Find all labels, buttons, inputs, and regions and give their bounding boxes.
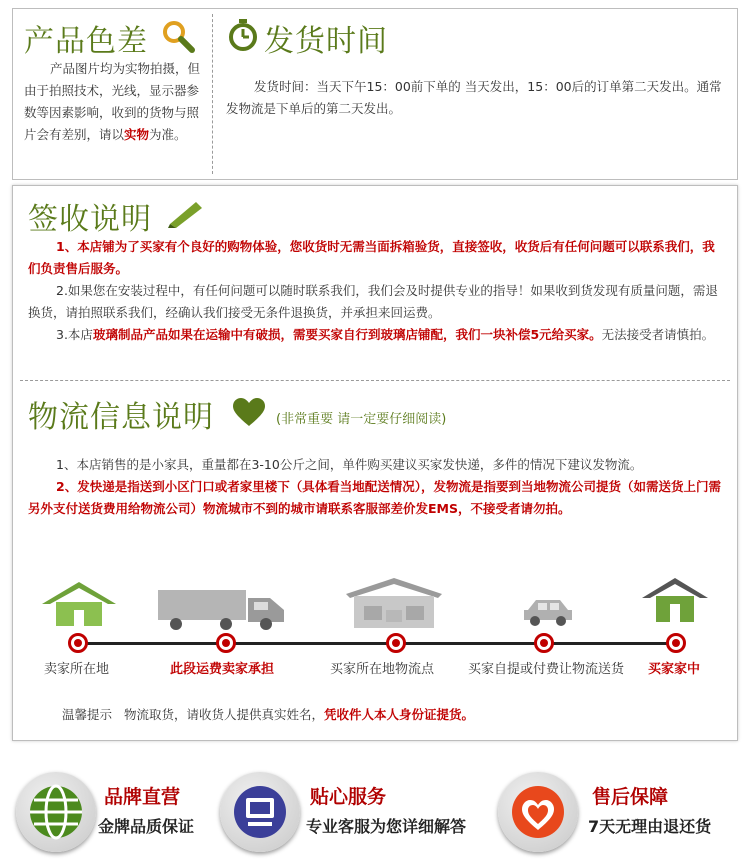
heart-icon	[232, 398, 266, 432]
warehouse-icon	[346, 578, 442, 632]
logistics-note: (非常重要 请一定要仔细阅读)	[276, 412, 447, 427]
flow-dot-3	[386, 633, 406, 653]
divider	[212, 14, 213, 174]
service-title-1: 品牌直营	[104, 786, 181, 808]
flow-dot-2	[216, 633, 236, 653]
heart-badge-icon	[498, 772, 578, 852]
stage-label-1: 卖家所在地	[44, 662, 110, 677]
flow-dot-4	[534, 633, 554, 653]
flow-line	[78, 642, 678, 645]
receipt-item-3: 3.本店玻璃制品产品如果在运输中有破损，需要买家自行到玻璃店铺配，我们一块补偿5元给买家。无法接受者请慎拍。	[56, 327, 715, 342]
flow-dot-1	[68, 633, 88, 653]
stopwatch-icon	[226, 18, 260, 56]
magnifier-icon	[160, 18, 196, 58]
house-icon	[42, 582, 116, 630]
flow-dot-5	[666, 633, 686, 653]
pencil-icon	[166, 198, 206, 232]
monitor-icon	[220, 772, 300, 852]
service-title-3: 售后保障	[592, 786, 669, 808]
color-title: 产品色差	[24, 24, 148, 59]
logistics-title: 物流信息说明	[28, 400, 214, 435]
stage-label-4: 买家自提或付费让物流送货	[468, 662, 625, 677]
logistics-item-2: 2、发快递是指送到小区门口或者家里楼下（具体看当地配送情况），发物流是指要到当地物流公司提货（如需送货上门需另外支付送货费用给物流公司）物流城市不到的城市请联系客服部差价发EMS，不接受者请勿拍。	[28, 479, 721, 516]
service-title-2: 贴心服务	[310, 786, 387, 808]
section-divider	[20, 380, 730, 381]
service-sub-2: 专业客服为您详细解答	[306, 817, 467, 836]
logistics-tip: 温馨提示 物流取货，请收货人提供真实姓名，凭收件人本人身份证提货。	[62, 707, 474, 722]
color-text: 产品图片均为实物拍摄，但由于拍照技术，光线，显示器参数等因素影响，收到的货物与照片会有差别，请以实物为准。	[24, 61, 201, 142]
globe-icon	[16, 772, 96, 852]
receipt-item-2: 2.如果您在安装过程中，有任何问题可以随时联系我们，我们会及时提供专业的指导！如果收到货发现有质量问题，需退换货，请拍照联系我们，经确认我们接受无条件退换货，并承担来回运费。	[28, 283, 718, 320]
truck-icon	[158, 588, 288, 636]
stage-label-2: 此段运费卖家承担	[170, 662, 275, 677]
stage-label-3: 买家所在地物流点	[330, 662, 435, 677]
receipt-title: 签收说明	[28, 202, 152, 237]
shipping-time-text: 发货时间：当天下午15：00前下单的 当天发出，15：00后的订单第二天发出。通常发物流是下单后的第二天发出。	[226, 79, 722, 116]
car-icon	[522, 596, 574, 630]
home-icon	[642, 578, 708, 626]
shipping-time-title: 发货时间	[264, 24, 388, 59]
stage-label-5: 买家家中	[648, 662, 701, 677]
logistics-item-1: 1、本店销售的是小家具，重量都在3-10公斤之间，单件购买建议买家发快递，多件的情况下建议发物流。	[56, 457, 643, 472]
service-sub-1: 金牌品质保证	[98, 817, 195, 836]
service-sub-3: 7天无理由退还货	[588, 817, 712, 836]
receipt-item-1: 1、本店铺为了买家有个良好的购物体验，您收货时无需当面拆箱验货，直接签收，收货后有任何问题可以联系我们，我们负责售后服务。	[28, 239, 715, 276]
